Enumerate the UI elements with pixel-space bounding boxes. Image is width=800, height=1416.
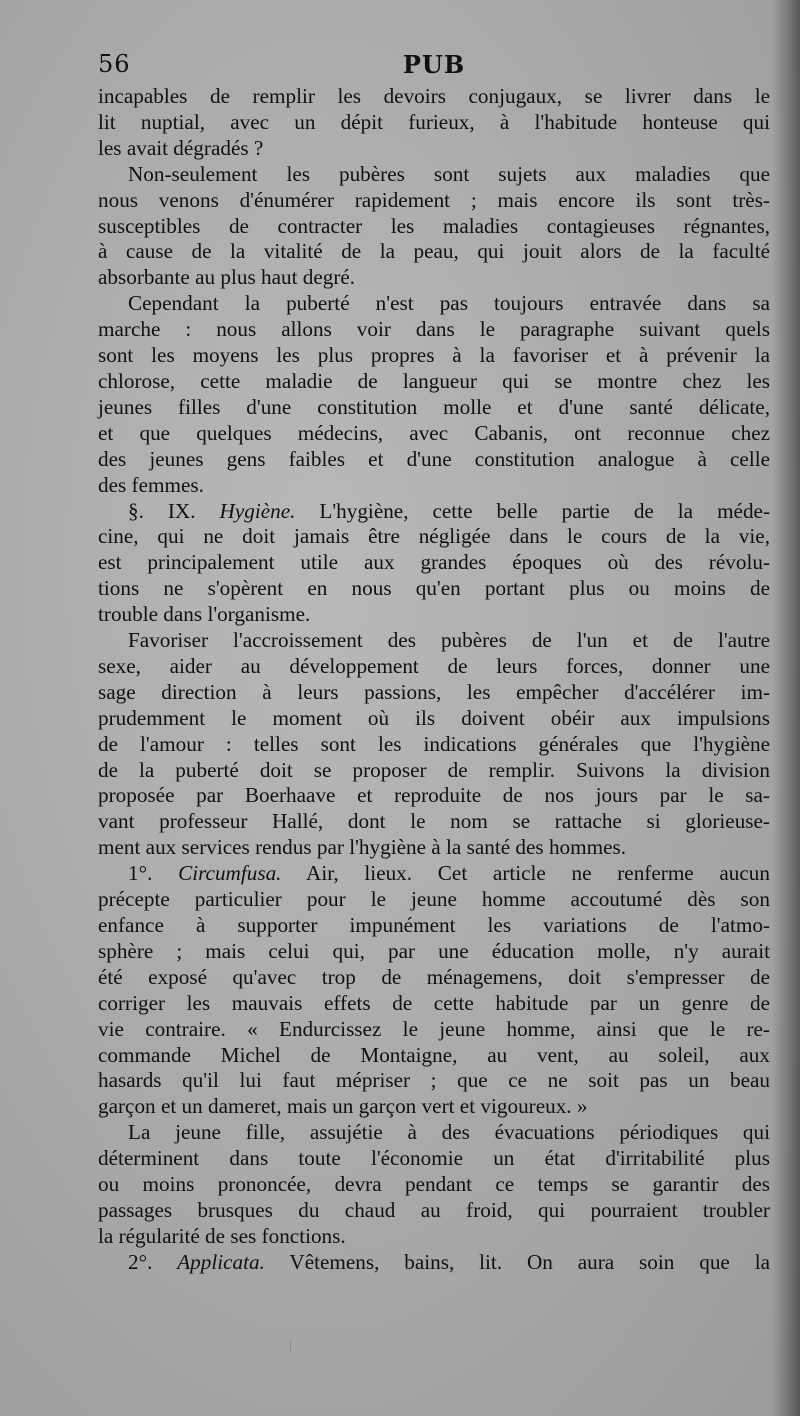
text-line: déterminent dans toute l'économie un état d'irritabilité plus: [98, 1146, 770, 1171]
text-line: incapables de remplir les devoirs conjugaux, se livrer dans le: [98, 84, 770, 108]
paragraph: [98, 628, 770, 861]
body-text: [98, 84, 770, 1276]
text-line: trouble dans l'organisme.: [98, 602, 311, 627]
text-line: sexe, aider au développement de leurs forces, donner une: [98, 653, 770, 678]
text-line: ment aux services rendus par l'hygiène à la santé des hommes.: [98, 835, 627, 860]
text-line: sage direction à leurs passions, les empêcher d'accélérer im-: [98, 679, 770, 704]
paragraph: [98, 861, 770, 1120]
text-line: commande Michel de Montaigne, au vent, au soleil, aux: [98, 1042, 770, 1067]
paragraph: [98, 291, 770, 498]
text-line: marche : nous allons voir dans le paragraphe suivant quels: [98, 317, 770, 342]
text-line: les avait dégradés ?: [98, 135, 264, 160]
text-line: des jeunes gens faibles et d'une constitution analogue à celle: [98, 446, 770, 471]
text-line: de la puberté doit se proposer de remplir. Suivons la division: [98, 757, 770, 782]
paragraph: [98, 499, 770, 629]
text-line: été exposé qu'avec trop de ménagemens, doit s'empresser de: [98, 964, 770, 989]
text-line: sont les moyens les plus propres à la favoriser et à prévenir la: [98, 343, 770, 368]
text-line: §. IX. Hygiène. L'hygiène, cette belle partie de la méde-: [128, 498, 771, 523]
paragraph: [98, 162, 770, 292]
paragraph: [98, 84, 770, 162]
text-line: est principalement utile aux grandes époques où des révolu-: [98, 550, 770, 575]
text-line: Favoriser l'accroissement des pubères de l'un et de l'autre: [128, 628, 770, 653]
running-head: PUB: [402, 50, 466, 79]
text-line: lit nuptial, avec un dépit furieux, à l'habitude honteuse qui: [98, 109, 770, 134]
text-line: La jeune fille, assujétie à des évacuations périodiques qui: [128, 1120, 770, 1145]
text-line: chlorose, cette maladie de langueur qui se montre chez les: [98, 368, 770, 393]
paragraph: [98, 1250, 770, 1276]
text-line: la régularité de ses fonctions.: [98, 1223, 346, 1248]
text-line: à cause de la vitalité de la peau, qui jouit alors de la faculté: [98, 239, 770, 264]
text-line: proposée par Boerhaave et reproduite de nos jours par le sa-: [98, 783, 770, 808]
text-line: vie contraire. « Endurcissez le jeune homme, ainsi que le re-: [98, 1016, 770, 1041]
text-line: de l'amour : telles sont les indications générales que l'hygiène: [98, 731, 770, 756]
text-line: prudemment le moment où ils doivent obéir aux impulsions: [98, 705, 770, 730]
page-number: 56: [98, 50, 131, 78]
page-header: [98, 50, 770, 84]
text-line: garçon et un dameret, mais un garçon vert et vigoureux. »: [98, 1094, 588, 1119]
text-line: nous venons d'énumérer rapidement ; mais encore ils sont très-: [98, 187, 770, 212]
paper-mark: [290, 1340, 291, 1354]
text-line: enfance à supporter impunément les variations de l'atmo-: [98, 913, 770, 937]
text-line: susceptibles de contracter les maladies contagieuses régnantes,: [98, 213, 770, 238]
text-line: cine, qui ne doit jamais être négligée dans le cours de la vie,: [98, 524, 770, 549]
text-line: des femmes.: [98, 472, 204, 497]
text-line: sphère ; mais celui qui, par une éducation molle, n'y aurait: [98, 938, 770, 963]
text-line: jeunes filles d'une constitution molle et d'une santé délicate,: [98, 394, 770, 419]
text-line: hasards qu'il lui faut mépriser ; que ce ne soit pas un beau: [98, 1068, 770, 1093]
text-line: 1°. Circumfusa. Air, lieux. Cet article ne renferme aucun: [128, 861, 770, 886]
text-line: précepte particulier pour le jeune homme accoutumé dès son: [98, 887, 770, 912]
text-line: Non-seulement les pubères sont sujets aux maladies que: [128, 161, 770, 186]
text-line: corriger les mauvais effets de cette habitude par un genre de: [98, 990, 770, 1015]
text-line: Cependant la puberté n'est pas toujours entravée dans sa: [128, 291, 770, 316]
binding-gutter-shadow: [772, 0, 800, 1416]
text-line: tions ne s'opèrent en nous qu'en portant plus ou moins de: [98, 576, 770, 601]
text-line: ou moins prononcée, devra pendant ce temps se garantir des: [98, 1172, 770, 1197]
text-line: vant professeur Hallé, dont le nom se rattache si glorieuse-: [98, 809, 770, 834]
text-line: 2°. Applicata. Vêtemens, bains, lit. On aura soin que la: [128, 1249, 770, 1274]
paragraph: [98, 1120, 770, 1250]
text-line: et que quelques médecins, avec Cabanis, ont reconnue chez: [98, 420, 770, 445]
text-line: passages brusques du chaud au froid, qui pourraient troubler: [98, 1197, 770, 1222]
text-line: absorbante au plus haut degré.: [98, 265, 356, 290]
